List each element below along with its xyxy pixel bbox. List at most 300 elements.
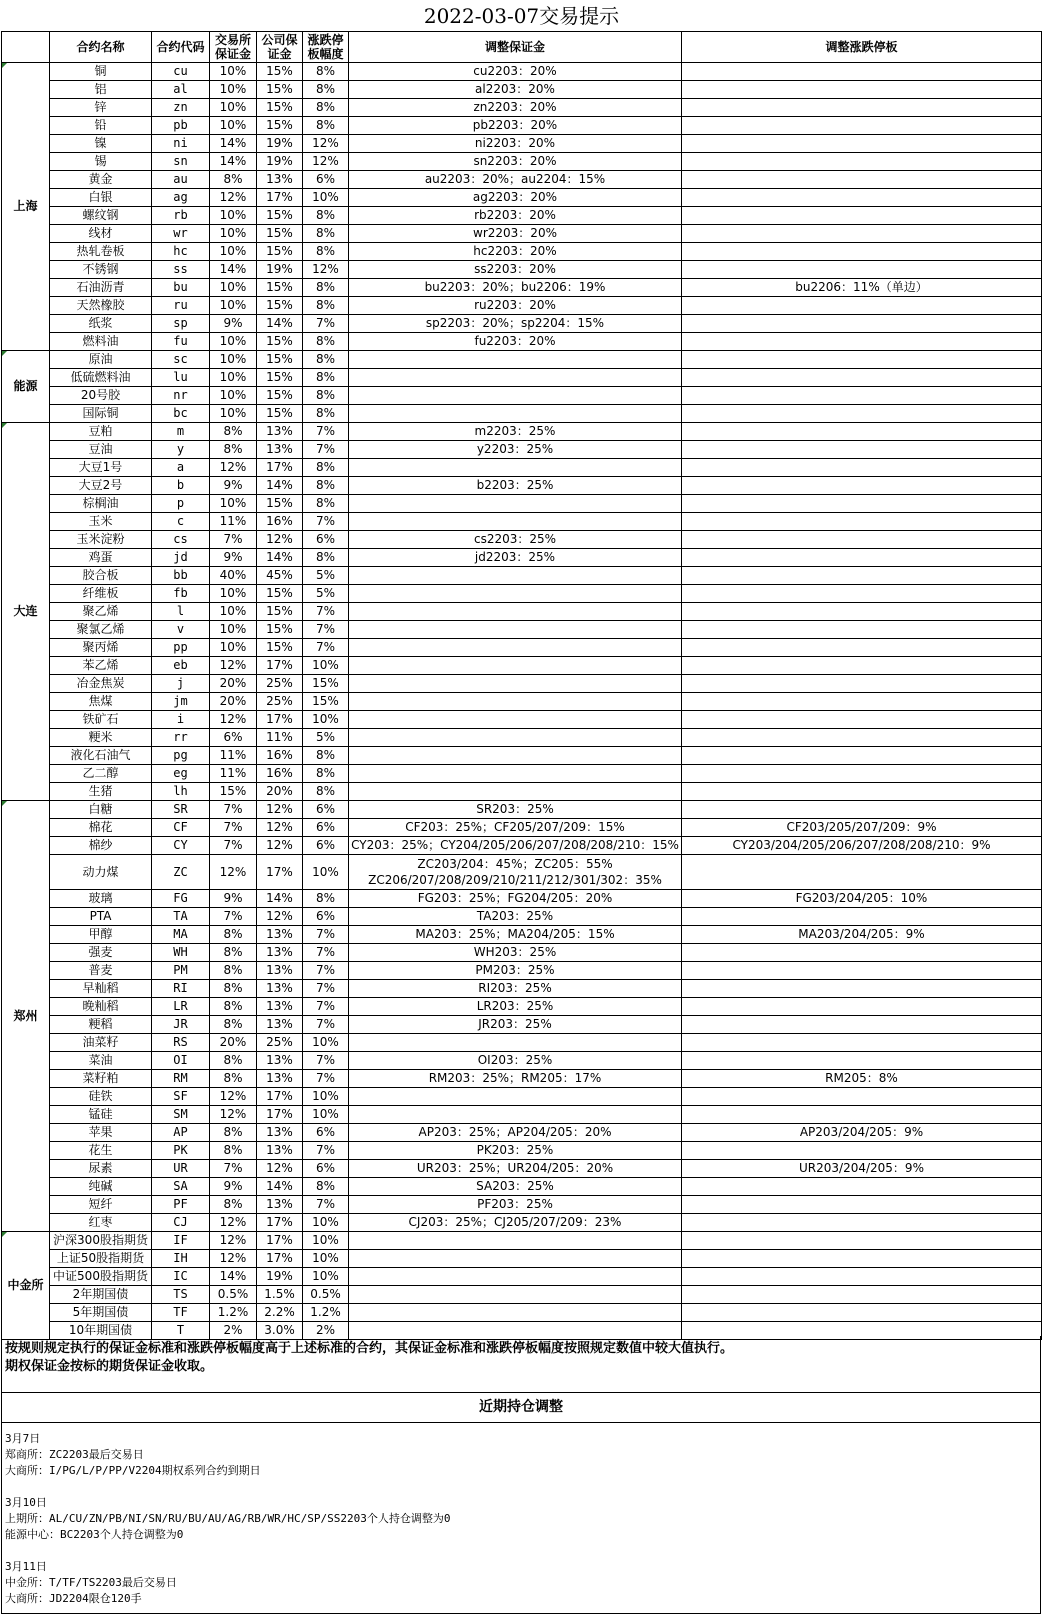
contract-name-cell: 棉纱 (50, 837, 152, 855)
adjusted-limit-cell (682, 1250, 1042, 1268)
company-margin-cell: 13% (257, 998, 303, 1016)
contract-name-cell: 锰硅 (50, 1106, 152, 1124)
recent-adjustments-panel (1, 1423, 1041, 1614)
adjusted-margin-cell: y2203：25% (349, 441, 682, 459)
contract-name-cell: 粳米 (50, 729, 152, 747)
exchange-margin-cell: 10% (210, 333, 257, 351)
adjusted-limit-cell (682, 207, 1042, 225)
adjusted-limit-cell (682, 962, 1042, 980)
table-row (2, 1052, 1042, 1070)
table-row (2, 1286, 1042, 1304)
table-row (2, 675, 1042, 693)
contract-code-cell: IH (152, 1250, 210, 1268)
company-margin-cell: 13% (257, 980, 303, 998)
table-row (2, 405, 1042, 423)
adjusted-limit-cell (682, 333, 1042, 351)
limit-cell: 10% (303, 1034, 349, 1052)
limit-cell: 8% (303, 549, 349, 567)
adjusted-limit-cell (682, 1034, 1042, 1052)
recent-adjustment-line (2, 1479, 1040, 1495)
adjusted-limit-cell (682, 621, 1042, 639)
cell-marker-icon (2, 351, 7, 356)
contract-code-cell: lu (152, 369, 210, 387)
header-contract-name: 合约名称 (50, 32, 152, 63)
company-margin-cell: 15% (257, 333, 303, 351)
contract-code-cell: OI (152, 1052, 210, 1070)
exchange-margin-cell: 8% (210, 171, 257, 189)
company-margin-cell: 3.0% (257, 1322, 303, 1340)
contract-name-cell: 生猪 (50, 783, 152, 801)
contract-name-cell: 国际铜 (50, 405, 152, 423)
adjusted-limit-cell (682, 980, 1042, 998)
contract-name-cell: 乙二醇 (50, 765, 152, 783)
adjusted-limit-cell: MA203/204/205：9% (682, 926, 1042, 944)
contract-code-cell: pg (152, 747, 210, 765)
company-margin-cell: 13% (257, 926, 303, 944)
limit-cell: 8% (303, 459, 349, 477)
contract-code-cell: rr (152, 729, 210, 747)
table-row (2, 99, 1042, 117)
adjusted-margin-cell: bu2203：20%；bu2206：19% (349, 279, 682, 297)
adjusted-limit-cell (682, 441, 1042, 459)
contract-code-cell: jd (152, 549, 210, 567)
contract-name-cell: 线材 (50, 225, 152, 243)
adjusted-margin-cell (349, 351, 682, 369)
adjusted-margin-cell: zn2203：20% (349, 99, 682, 117)
recent-adjustment-line (2, 1543, 1040, 1559)
adjusted-margin-cell (349, 783, 682, 801)
table-row (2, 1016, 1042, 1034)
adjusted-limit-cell (682, 1178, 1042, 1196)
adjusted-limit-cell (682, 1142, 1042, 1160)
exchange-margin-cell: 11% (210, 513, 257, 531)
adjusted-margin-cell: PK203：25% (349, 1142, 682, 1160)
adjusted-limit-cell (682, 135, 1042, 153)
table-row (2, 81, 1042, 99)
adjusted-margin-cell (349, 1106, 682, 1124)
company-margin-cell: 15% (257, 99, 303, 117)
exchange-margin-cell: 10% (210, 99, 257, 117)
exchange-margin-cell: 9% (210, 1178, 257, 1196)
company-margin-cell: 17% (257, 1250, 303, 1268)
exchange-margin-cell: 6% (210, 729, 257, 747)
contract-code-cell: ZC (152, 855, 210, 890)
contract-name-cell: 短纤 (50, 1196, 152, 1214)
limit-cell: 7% (303, 998, 349, 1016)
exchange-margin-cell: 2% (210, 1322, 257, 1340)
contract-code-cell: sn (152, 153, 210, 171)
company-margin-cell: 17% (257, 189, 303, 207)
contract-name-cell: 石油沥青 (50, 279, 152, 297)
company-margin-cell: 13% (257, 944, 303, 962)
contract-code-cell: hc (152, 243, 210, 261)
exchange-margin-cell: 0.5% (210, 1286, 257, 1304)
adjusted-limit-cell (682, 1106, 1042, 1124)
adjusted-margin-cell (349, 585, 682, 603)
exchange-margin-cell: 10% (210, 585, 257, 603)
note-line: 期权保证金按标的期货保证金收取。 (5, 1359, 214, 1374)
adjusted-limit-cell: CY203/204/205/206/207/208/208/210：9% (682, 837, 1042, 855)
company-margin-cell: 19% (257, 153, 303, 171)
contract-name-cell: 锌 (50, 99, 152, 117)
adjusted-margin-cell: ru2203：20% (349, 297, 682, 315)
limit-cell: 8% (303, 81, 349, 99)
table-row (2, 189, 1042, 207)
limit-cell: 12% (303, 135, 349, 153)
company-margin-cell: 13% (257, 1124, 303, 1142)
page-title: 2022-03-07交易提示 (423, 4, 620, 28)
contract-name-cell: 铜 (50, 63, 152, 81)
contract-name-cell: 聚乙烯 (50, 603, 152, 621)
header-contract-code: 合约代码 (152, 32, 210, 63)
limit-cell: 10% (303, 711, 349, 729)
recent-adjustment-line: 3月7日 (5, 1432, 41, 1445)
table-row (2, 549, 1042, 567)
contract-code-cell: lh (152, 783, 210, 801)
limit-cell: 8% (303, 225, 349, 243)
contract-name-cell: 聚丙烯 (50, 639, 152, 657)
adjusted-margin-cell: wr2203：20% (349, 225, 682, 243)
adjusted-margin-cell: cs2203：25% (349, 531, 682, 549)
adjusted-limit-cell (682, 675, 1042, 693)
adjusted-limit-cell (682, 1214, 1042, 1232)
cell-marker-icon (2, 1232, 7, 1237)
contract-code-cell: AP (152, 1124, 210, 1142)
limit-cell: 7% (303, 441, 349, 459)
adjusted-margin-cell (349, 1250, 682, 1268)
adjusted-limit-cell (682, 657, 1042, 675)
exchange-margin-cell: 14% (210, 135, 257, 153)
company-margin-cell: 15% (257, 117, 303, 135)
exchange-margin-cell: 12% (210, 189, 257, 207)
limit-cell: 8% (303, 783, 349, 801)
contract-code-cell: i (152, 711, 210, 729)
adjusted-limit-cell (682, 225, 1042, 243)
company-margin-cell: 19% (257, 1268, 303, 1286)
margin-table-container (1, 31, 1041, 1340)
adjusted-margin-cell: MA203：25%；MA204/205：15% (349, 926, 682, 944)
table-row (2, 1196, 1042, 1214)
exchange-margin-cell: 7% (210, 1160, 257, 1178)
contract-code-cell: y (152, 441, 210, 459)
company-margin-cell: 13% (257, 423, 303, 441)
limit-cell: 10% (303, 1250, 349, 1268)
exchange-margin-cell: 9% (210, 477, 257, 495)
adjusted-margin-cell (349, 855, 682, 890)
contract-name-cell: 天然橡胶 (50, 297, 152, 315)
exchange-margin-cell: 10% (210, 603, 257, 621)
company-margin-cell: 13% (257, 171, 303, 189)
adjusted-limit-cell (682, 747, 1042, 765)
limit-cell: 7% (303, 1016, 349, 1034)
limit-cell: 15% (303, 693, 349, 711)
exchange-label: 上海 (2, 63, 50, 351)
table-row (2, 1070, 1042, 1088)
company-margin-cell: 15% (257, 81, 303, 99)
adjusted-margin-cell: CF203：25%；CF205/207/209：15% (349, 819, 682, 837)
table-row (2, 819, 1042, 837)
limit-cell: 7% (303, 962, 349, 980)
exchange-margin-cell: 10% (210, 621, 257, 639)
adjusted-margin-line: ZC203/204：45%；ZC205：55% (417, 857, 613, 871)
header-adjusted-margin: 调整保证金 (349, 32, 682, 63)
table-row (2, 639, 1042, 657)
table-row (2, 1124, 1042, 1142)
adjusted-margin-cell: WH203：25% (349, 944, 682, 962)
company-margin-cell: 15% (257, 63, 303, 81)
adjusted-limit-cell (682, 315, 1042, 333)
contract-name-cell: 纤维板 (50, 585, 152, 603)
limit-cell: 5% (303, 585, 349, 603)
contract-name-cell: 苹果 (50, 1124, 152, 1142)
company-margin-cell: 17% (257, 1214, 303, 1232)
adjusted-margin-cell (349, 405, 682, 423)
company-margin-cell: 16% (257, 765, 303, 783)
adjusted-margin-cell: PM203：25% (349, 962, 682, 980)
contract-code-cell: jm (152, 693, 210, 711)
limit-cell: 6% (303, 837, 349, 855)
contract-code-cell: a (152, 459, 210, 477)
company-margin-cell: 17% (257, 1106, 303, 1124)
contract-code-cell: SM (152, 1106, 210, 1124)
company-margin-cell: 16% (257, 513, 303, 531)
adjusted-limit-cell (682, 1268, 1042, 1286)
limit-cell: 5% (303, 729, 349, 747)
exchange-margin-cell: 10% (210, 81, 257, 99)
contract-name-cell: 白银 (50, 189, 152, 207)
adjusted-margin-cell: RI203：25% (349, 980, 682, 998)
exchange-margin-cell: 7% (210, 801, 257, 819)
company-margin-cell: 15% (257, 495, 303, 513)
limit-cell: 7% (303, 1052, 349, 1070)
contract-code-cell: zn (152, 99, 210, 117)
adjusted-limit-cell (682, 63, 1042, 81)
contract-code-cell: TF (152, 1304, 210, 1322)
adjusted-margin-cell: au2203：20%；au2204：15% (349, 171, 682, 189)
header-company-margin: 公司保证金 (257, 32, 303, 63)
table-row (2, 171, 1042, 189)
adjusted-margin-cell (349, 1268, 682, 1286)
adjusted-margin-cell (349, 1304, 682, 1322)
exchange-margin-cell: 10% (210, 225, 257, 243)
exchange-margin-cell: 8% (210, 423, 257, 441)
adjusted-limit-cell: CF203/205/207/209：9% (682, 819, 1042, 837)
adjusted-limit-cell: RM205：8% (682, 1070, 1042, 1088)
adjusted-limit-cell (682, 693, 1042, 711)
company-margin-cell: 14% (257, 1178, 303, 1196)
contract-name-cell: 液化石油气 (50, 747, 152, 765)
adjusted-margin-cell (349, 657, 682, 675)
table-row (2, 585, 1042, 603)
exchange-margin-cell: 40% (210, 567, 257, 585)
limit-cell: 8% (303, 243, 349, 261)
adjusted-limit-cell (682, 369, 1042, 387)
adjusted-limit-cell (682, 351, 1042, 369)
contract-code-cell: PF (152, 1196, 210, 1214)
recent-adjustment-line: 上期所：AL/CU/ZN/PB/NI/SN/RU/BU/AU/AG/RB/WR/HC/SP/SS2203个人持仓调整为0 (5, 1512, 451, 1525)
limit-cell: 10% (303, 1214, 349, 1232)
exchange-margin-cell: 12% (210, 1106, 257, 1124)
contract-code-cell: PK (152, 1142, 210, 1160)
limit-cell: 8% (303, 1178, 349, 1196)
table-row (2, 1268, 1042, 1286)
contract-name-cell: 铅 (50, 117, 152, 135)
adjusted-margin-cell: JR203：25% (349, 1016, 682, 1034)
contract-code-cell: ni (152, 135, 210, 153)
table-row (2, 603, 1042, 621)
company-margin-cell: 19% (257, 135, 303, 153)
contract-code-cell: fu (152, 333, 210, 351)
contract-code-cell: l (152, 603, 210, 621)
table-row (2, 1232, 1042, 1250)
limit-cell: 7% (303, 603, 349, 621)
table-row (2, 711, 1042, 729)
company-margin-cell: 14% (257, 890, 303, 908)
limit-cell: 7% (303, 423, 349, 441)
adjusted-limit-cell (682, 765, 1042, 783)
adjusted-limit-cell (682, 1016, 1042, 1034)
company-margin-cell: 45% (257, 567, 303, 585)
table-row (2, 495, 1042, 513)
contract-code-cell: wr (152, 225, 210, 243)
adjusted-margin-cell (349, 567, 682, 585)
exchange-margin-cell: 10% (210, 63, 257, 81)
exchange-margin-cell: 14% (210, 261, 257, 279)
adjusted-limit-cell (682, 459, 1042, 477)
company-margin-cell: 15% (257, 207, 303, 225)
contract-name-cell: 白糖 (50, 801, 152, 819)
limit-cell: 5% (303, 567, 349, 585)
limit-cell: 8% (303, 279, 349, 297)
adjusted-limit-cell (682, 603, 1042, 621)
adjusted-margin-cell: jd2203：25% (349, 549, 682, 567)
adjusted-limit-cell (682, 81, 1042, 99)
contract-code-cell: au (152, 171, 210, 189)
adjusted-limit-cell (682, 908, 1042, 926)
limit-cell: 8% (303, 495, 349, 513)
contract-code-cell: eb (152, 657, 210, 675)
limit-cell: 8% (303, 351, 349, 369)
contract-name-cell: 低硫燃料油 (50, 369, 152, 387)
recent-adjustments-title: 近期持仓调整 (1, 1393, 1041, 1423)
contract-name-cell: 晚籼稻 (50, 998, 152, 1016)
table-row (2, 962, 1042, 980)
limit-cell: 7% (303, 639, 349, 657)
adjusted-limit-cell (682, 567, 1042, 585)
limit-cell: 10% (303, 855, 349, 890)
recent-adjustment-line: 能源中心：BC2203个人持仓调整为0 (5, 1528, 184, 1541)
company-margin-cell: 13% (257, 962, 303, 980)
table-row (2, 513, 1042, 531)
company-margin-cell: 15% (257, 225, 303, 243)
table-row (2, 855, 1042, 890)
company-margin-cell: 17% (257, 657, 303, 675)
limit-cell: 6% (303, 1160, 349, 1178)
contract-code-cell: SR (152, 801, 210, 819)
adjusted-limit-cell (682, 243, 1042, 261)
contract-name-cell: PTA (50, 908, 152, 926)
adjusted-margin-cell: LR203：25% (349, 998, 682, 1016)
limit-cell: 12% (303, 153, 349, 171)
recent-adjustment-line: 3月10日 (5, 1496, 47, 1509)
limit-cell: 7% (303, 926, 349, 944)
limit-cell: 7% (303, 513, 349, 531)
contract-name-cell: 螺纹钢 (50, 207, 152, 225)
adjusted-limit-cell: AP203/204/205：9% (682, 1124, 1042, 1142)
table-row (2, 747, 1042, 765)
table-row (2, 63, 1042, 81)
contract-name-cell: 锡 (50, 153, 152, 171)
exchange-margin-cell: 20% (210, 1034, 257, 1052)
table-row (2, 387, 1042, 405)
adjusted-limit-cell (682, 801, 1042, 819)
adjusted-limit-cell (682, 1052, 1042, 1070)
company-margin-cell: 12% (257, 908, 303, 926)
table-row (2, 801, 1042, 819)
contract-code-cell: SF (152, 1088, 210, 1106)
exchange-margin-cell: 12% (210, 1232, 257, 1250)
limit-cell: 8% (303, 477, 349, 495)
adjusted-margin-cell: SA203：25% (349, 1178, 682, 1196)
adjusted-margin-cell (349, 675, 682, 693)
cell-marker-icon (2, 63, 7, 68)
contract-name-cell: 豆粕 (50, 423, 152, 441)
header-row (2, 32, 1042, 63)
limit-cell: 8% (303, 297, 349, 315)
contract-code-cell: CJ (152, 1214, 210, 1232)
contract-name-cell: 玉米淀粉 (50, 531, 152, 549)
adjusted-limit-cell (682, 729, 1042, 747)
adjusted-margin-cell: b2203：25% (349, 477, 682, 495)
contract-code-cell: CY (152, 837, 210, 855)
spacer (2, 1423, 1040, 1431)
contract-code-cell: RS (152, 1034, 210, 1052)
company-margin-cell: 15% (257, 585, 303, 603)
contract-name-cell: 动力煤 (50, 855, 152, 890)
table-row (2, 531, 1042, 549)
table-row (2, 908, 1042, 926)
contract-code-cell: ss (152, 261, 210, 279)
contract-code-cell: FG (152, 890, 210, 908)
notes-panel (1, 1336, 1041, 1393)
adjusted-margin-cell (349, 621, 682, 639)
contract-name-cell: 大豆1号 (50, 459, 152, 477)
contract-name-cell: 20号胶 (50, 387, 152, 405)
header-exchange-margin: 交易所保证金 (210, 32, 257, 63)
adjusted-margin-cell (349, 459, 682, 477)
exchange-margin-cell: 8% (210, 998, 257, 1016)
adjusted-limit-cell (682, 297, 1042, 315)
contract-code-cell: pp (152, 639, 210, 657)
adjusted-margin-cell (349, 747, 682, 765)
company-margin-cell: 17% (257, 1232, 303, 1250)
contract-code-cell: IF (152, 1232, 210, 1250)
adjusted-limit-cell (682, 99, 1042, 117)
company-margin-cell: 15% (257, 387, 303, 405)
contract-name-cell: 豆油 (50, 441, 152, 459)
contract-name-cell: 上证50股指期货 (50, 1250, 152, 1268)
table-row (2, 423, 1042, 441)
adjusted-margin-cell: CJ203：25%；CJ205/207/209：23% (349, 1214, 682, 1232)
contract-name-cell: 2年期国债 (50, 1286, 152, 1304)
limit-cell: 1.2% (303, 1304, 349, 1322)
contract-name-cell: 镍 (50, 135, 152, 153)
adjusted-margin-cell (349, 387, 682, 405)
contract-code-cell: eg (152, 765, 210, 783)
company-margin-cell: 1.5% (257, 1286, 303, 1304)
contract-code-cell: fb (152, 585, 210, 603)
adjusted-limit-cell (682, 944, 1042, 962)
